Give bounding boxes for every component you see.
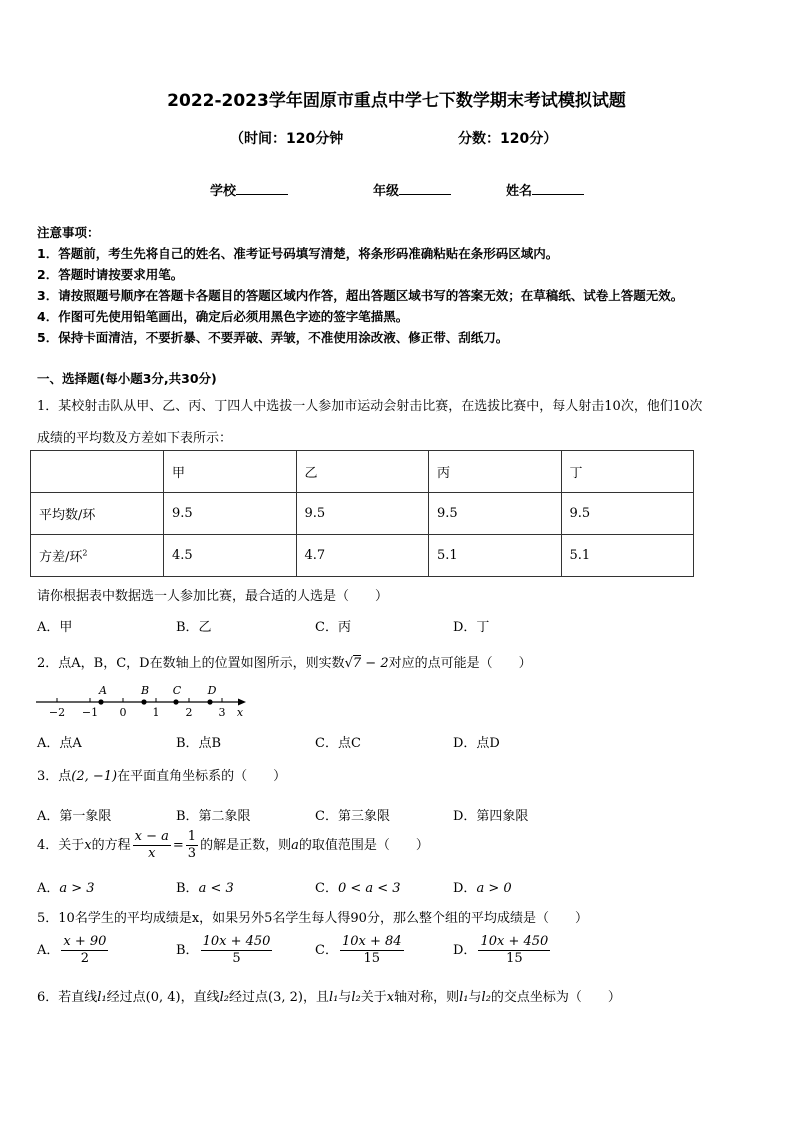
axis-arrow <box>238 699 246 706</box>
q5-option-c[interactable] <box>315 934 406 967</box>
q3-option-d[interactable]: D．第四象限 <box>453 809 529 824</box>
q4-var: x <box>84 838 92 853</box>
q1-line1: 1．某校射击队从甲、乙、丙、丁四人中选拔一人参加市运动会射击比赛，在选拔比赛中，每人射击10次，他们10次 <box>37 399 703 414</box>
fraction-numerator: x + 90 <box>63 934 107 949</box>
q1-option-d[interactable]: D．丁 <box>453 620 490 635</box>
q4-mid: 的方程 <box>91 838 131 853</box>
tick-label: −2 <box>48 706 66 719</box>
variance-label: 方差/环 <box>39 550 83 565</box>
option-value: a < 3 <box>198 881 234 896</box>
name-label: 姓名 <box>506 184 533 199</box>
line-l2: l₂ <box>481 990 491 1005</box>
grade-field[interactable] <box>373 180 451 199</box>
point-c-label: C <box>172 684 182 697</box>
note-item: 2．答题时请按要求用笔。 <box>37 267 184 282</box>
q4-rhs-fraction <box>186 829 198 862</box>
name-blank[interactable] <box>532 181 584 195</box>
point-c-dot <box>173 699 178 704</box>
q4-stem <box>37 829 429 862</box>
q3-option-c[interactable]: C．第三象限 <box>315 809 390 824</box>
option-value: a > 3 <box>59 881 95 896</box>
q3-pre: 3．点 <box>37 769 72 784</box>
fraction-denominator: 2 <box>80 951 90 966</box>
option-label: C． <box>315 943 338 958</box>
section-heading: 一、选择题(每小题3分,共30分) <box>37 371 217 386</box>
q6-text: 关于 <box>360 990 387 1005</box>
q2-minus: − 2 <box>361 656 389 671</box>
option-label: C． <box>315 881 338 896</box>
option-fraction <box>340 934 404 967</box>
option-label: B． <box>176 943 199 958</box>
grade-label: 年级 <box>373 184 400 199</box>
q3-stem <box>37 765 286 784</box>
q4-option-d[interactable] <box>453 877 512 896</box>
q3-post: 在平面直角坐标系的（ ） <box>117 769 287 784</box>
option-label: A． <box>37 943 60 958</box>
table-cell: 乙 <box>296 451 429 493</box>
q4-option-a[interactable] <box>37 877 95 896</box>
number-line <box>36 682 251 722</box>
tick-label: 0 <box>119 706 127 719</box>
line-l1: l₁ <box>97 990 107 1005</box>
table-cell: 9.5 <box>164 493 297 535</box>
exam-score: 分数：120分） <box>458 131 558 147</box>
q6-text: 6．若直线 <box>37 990 98 1005</box>
fraction-numerator: 10x + 84 <box>341 934 402 949</box>
q1-option-a[interactable]: A．甲 <box>37 620 73 635</box>
q6-text: ，且 <box>302 990 329 1005</box>
q6-text: 经过点 <box>106 990 146 1005</box>
table-row <box>31 535 694 577</box>
q6-point2: (3, 2) <box>268 990 303 1005</box>
point-b-label: B <box>140 684 150 697</box>
notes-block <box>37 222 683 348</box>
option-fraction <box>478 934 550 967</box>
fraction-denominator: 15 <box>363 951 381 966</box>
table-cell: 9.5 <box>296 493 429 535</box>
name-field[interactable] <box>506 180 584 199</box>
school-blank[interactable] <box>236 181 288 195</box>
q6-text: 与 <box>338 990 352 1005</box>
point-a-dot <box>98 699 103 704</box>
unit-superscript: 2 <box>82 548 88 558</box>
q5-option-b[interactable] <box>176 934 274 967</box>
tick-label: 2 <box>185 706 193 719</box>
q4-post1: 的解是正数，则 <box>200 838 292 853</box>
q6-text: 与 <box>468 990 482 1005</box>
sqrt-radicand: 7 <box>352 656 362 671</box>
point-b-dot <box>141 699 146 704</box>
line-l1: l₁ <box>459 990 469 1005</box>
q3-point: (2, −1) <box>71 769 118 784</box>
point-d-label: D <box>207 684 217 697</box>
fraction-denominator: x <box>148 846 156 861</box>
table-cell: 9.5 <box>561 493 694 535</box>
table-cell: 丙 <box>429 451 562 493</box>
q4-avar: a <box>291 838 299 853</box>
point-a-label: A <box>99 684 107 697</box>
tick-label: 1 <box>152 706 160 719</box>
sqrt-symbol: √ <box>344 656 353 671</box>
q2-option-c[interactable]: C．点C <box>315 736 361 751</box>
table-cell: 5.1 <box>429 535 562 577</box>
q6-text: ，直线 <box>180 990 220 1005</box>
table-cell: 9.5 <box>429 493 562 535</box>
q2-option-a[interactable]: A．点A <box>37 736 82 751</box>
q6-point1: (0, 4) <box>145 990 181 1005</box>
fraction-denominator: 15 <box>506 951 523 966</box>
tick-label: −1 <box>81 706 99 719</box>
q2-option-b[interactable]: B．点B <box>176 736 222 751</box>
note-item: 4．作图可先使用铅笔画出，确定后必须用黑色字迹的签字笔描黑。 <box>37 309 409 324</box>
table-cell: 丁 <box>561 451 694 493</box>
axis-x-label: x <box>236 706 244 719</box>
option-label: D． <box>453 881 477 896</box>
note-item: 3．请按照题号顺序在答题卡各题目的答题区域内作答，超出答题区域书写的答案无效；在草稿纸、试卷上答题无效。 <box>37 288 684 303</box>
option-label: A． <box>37 881 60 896</box>
exam-time: （时间：120分钟 <box>230 131 344 147</box>
q1-option-c[interactable]: C．丙 <box>315 620 351 635</box>
tick-label: 3 <box>218 706 226 719</box>
q6-text: 的交点坐标为（ ） <box>490 990 621 1005</box>
q1-option-b[interactable]: B．乙 <box>176 620 212 635</box>
fraction-numerator: 10x + 450 <box>480 934 549 949</box>
table-cell: 甲 <box>164 451 297 493</box>
grade-blank[interactable] <box>399 181 451 195</box>
q2-stem <box>37 652 532 671</box>
q4-option-b[interactable] <box>176 877 234 896</box>
q4-post2: 的取值范围是（ ） <box>298 838 429 853</box>
table-cell: 4.5 <box>164 535 297 577</box>
fraction-denominator: 5 <box>232 951 241 966</box>
option-value: 0 < a < 3 <box>337 881 401 896</box>
point-d-dot <box>207 699 212 704</box>
table-cell <box>31 451 164 493</box>
table-row <box>31 451 694 493</box>
q4-option-c[interactable] <box>315 877 401 896</box>
q5-option-d[interactable] <box>453 934 552 967</box>
page-title: 2022-2023学年固原市重点中学七下数学期末考试模拟试题 <box>167 91 626 111</box>
fraction-numerator: 1 <box>187 829 197 844</box>
q6-text: 轴对称，则 <box>394 990 460 1005</box>
table-row <box>31 493 694 535</box>
table-cell <box>31 535 164 577</box>
fraction-denominator: 3 <box>187 846 197 861</box>
q6-stem <box>37 986 621 1005</box>
option-label: B． <box>176 881 199 896</box>
notes-heading: 注意事项： <box>37 225 100 240</box>
school-field[interactable] <box>210 180 288 199</box>
option-value: a > 0 <box>476 881 512 896</box>
q2-pre: 2．点A，B，C，D在数轴上的位置如图所示，则实数 <box>37 656 345 671</box>
q3-option-a[interactable]: A．第一象限 <box>37 809 112 824</box>
q5-stem: 5．10名学生的平均成绩是x，如果另外5名学生每人得90分，那么整个组的平均成绩是（ ） <box>37 911 588 926</box>
note-item: 1．答题前，考生先将自己的姓名、准考证号码填写清楚，将条形码准确粘贴在条形码区域内。 <box>37 246 559 261</box>
option-fraction <box>61 934 108 967</box>
line-l2: l₂ <box>351 990 361 1005</box>
q1-prompt: 请你根据表中数据选一人参加比赛，最合适的人选是（ ） <box>37 589 389 604</box>
school-label: 学校 <box>210 184 237 199</box>
equals-sign: = <box>172 838 184 853</box>
q1-line2: 成绩的平均数及方差如下表所示： <box>37 431 233 446</box>
line-l1: l₁ <box>329 990 339 1005</box>
q4-fraction <box>133 829 171 862</box>
table-cell: 5.1 <box>561 535 694 577</box>
option-fraction <box>201 934 273 967</box>
q4-pre: 4．关于 <box>37 838 85 853</box>
q5-option-a[interactable] <box>37 934 110 967</box>
q6-x-var: x <box>386 990 395 1005</box>
q2-option-d[interactable]: D．点D <box>453 736 500 751</box>
table-cell: 4.7 <box>296 535 429 577</box>
table-cell: 平均数/环 <box>31 493 164 535</box>
q2-post: 对应的点可能是（ ） <box>388 656 532 671</box>
line-l2: l₂ <box>219 990 230 1005</box>
score-table <box>30 450 694 577</box>
q3-option-b[interactable]: B．第二象限 <box>176 809 251 824</box>
option-label: D． <box>453 943 477 958</box>
q6-text: 经过点 <box>229 990 269 1005</box>
note-item: 5．保持卡面清洁，不要折暴、不要弄破、弄皱，不准使用涂改液、修正带、刮纸刀。 <box>37 330 509 345</box>
fraction-numerator: 10x + 450 <box>202 934 271 949</box>
fraction-numerator: x − a <box>134 829 169 844</box>
